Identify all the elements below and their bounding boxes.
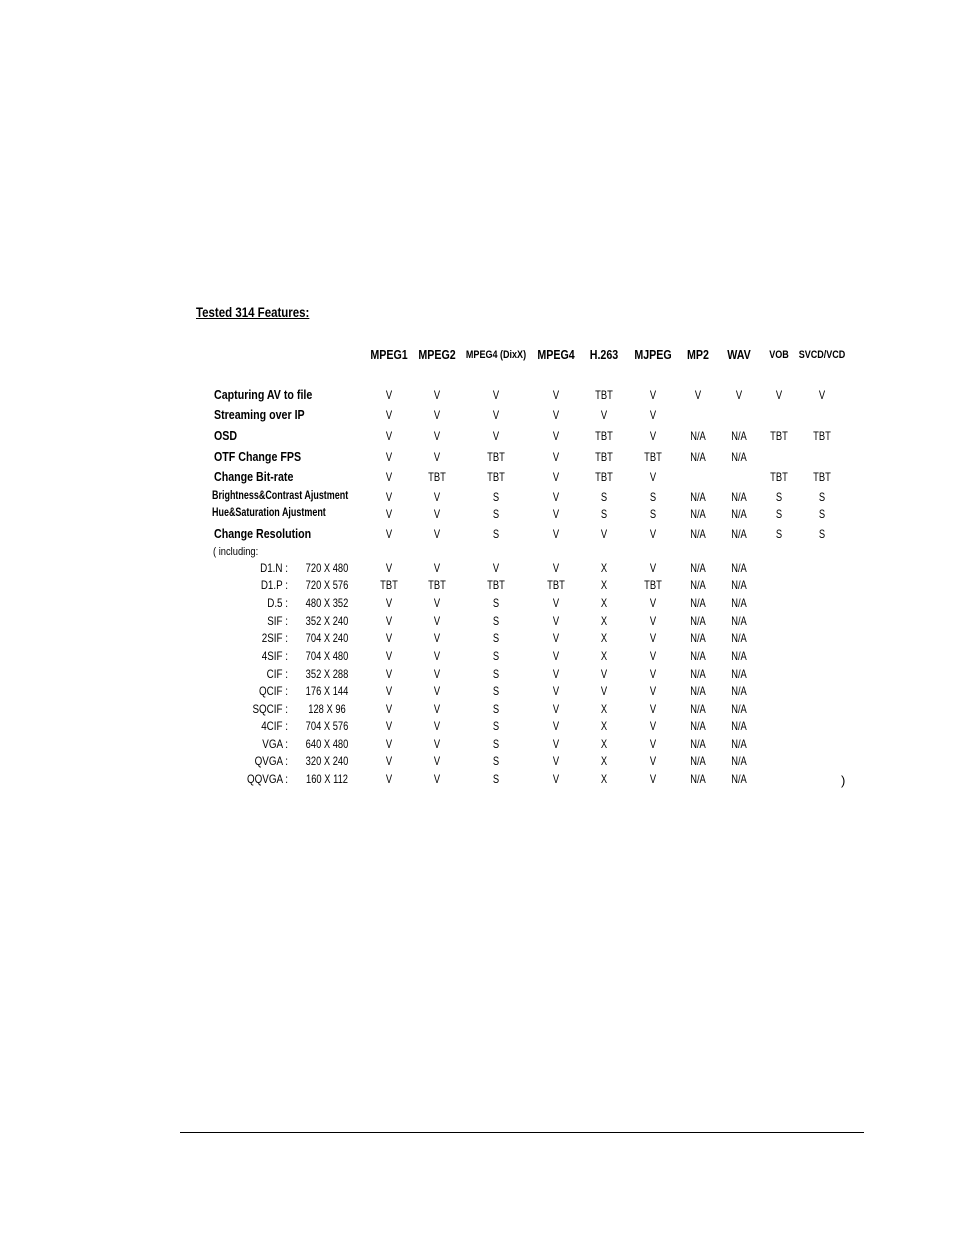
matrix-cell: N/A: [690, 596, 706, 610]
matrix-cell: V: [385, 754, 393, 768]
matrix-cell: TBT: [595, 470, 613, 484]
feature-label: OSD: [214, 428, 238, 443]
matrix-cell: V: [552, 684, 560, 698]
matrix-cell: S: [818, 490, 826, 504]
feature-label: Streaming over IP: [214, 407, 305, 422]
feature-label: OTF Change FPS: [214, 449, 302, 464]
resolution-dims: 160 X 112: [306, 772, 348, 786]
matrix-cell: V: [649, 631, 657, 645]
closing-paren: ): [841, 773, 846, 788]
matrix-cell: S: [600, 507, 608, 521]
matrix-cell: V: [552, 507, 560, 521]
resolution-dims: 640 X 480: [305, 737, 349, 751]
matrix-cell: V: [552, 429, 560, 443]
matrix-cell: TBT: [644, 578, 662, 592]
matrix-cell: N/A: [690, 684, 706, 698]
matrix-cell: N/A: [690, 737, 706, 751]
matrix-cell: V: [385, 507, 393, 521]
matrix-cell: V: [433, 684, 441, 698]
matrix-cell: V: [433, 450, 441, 464]
matrix-cell: V: [649, 388, 657, 402]
matrix-cell: N/A: [731, 702, 747, 716]
matrix-cell: S: [492, 631, 500, 645]
matrix-cell: N/A: [690, 667, 706, 681]
matrix-cell: V: [552, 649, 560, 663]
matrix-cell: N/A: [731, 772, 747, 786]
matrix-cell: V: [694, 388, 702, 402]
matrix-cell: TBT: [644, 450, 662, 464]
matrix-cell: TBT: [487, 470, 505, 484]
matrix-cell: N/A: [690, 561, 706, 575]
matrix-cell: V: [385, 408, 393, 422]
resolution-name: SQCIF :: [252, 702, 288, 716]
matrix-cell: N/A: [731, 667, 747, 681]
matrix-cell: V: [433, 490, 441, 504]
matrix-cell: V: [385, 649, 393, 663]
matrix-cell: V: [775, 388, 783, 402]
matrix-cell: V: [552, 450, 560, 464]
matrix-cell: V: [649, 527, 657, 541]
matrix-cell: N/A: [690, 614, 706, 628]
matrix-cell: X: [600, 561, 608, 575]
matrix-cell: X: [600, 772, 608, 786]
column-header: SVCD/VCD: [798, 349, 846, 361]
matrix-cell: X: [600, 754, 608, 768]
resolution-name: 4SIF :: [261, 649, 288, 663]
matrix-cell: V: [492, 429, 500, 443]
matrix-cell: TBT: [428, 470, 446, 484]
column-header: MPEG2: [418, 347, 456, 362]
matrix-cell: S: [492, 754, 500, 768]
matrix-cell: V: [600, 684, 608, 698]
resolution-name: SIF :: [267, 614, 288, 628]
matrix-cell: N/A: [731, 649, 747, 663]
matrix-cell: S: [492, 737, 500, 751]
resolution-dims: 352 X 240: [305, 614, 349, 628]
matrix-cell: S: [600, 490, 608, 504]
matrix-cell: TBT: [813, 429, 831, 443]
matrix-cell: V: [735, 388, 743, 402]
matrix-cell: S: [775, 507, 783, 521]
matrix-cell: N/A: [731, 614, 747, 628]
footer-rule: [180, 1132, 864, 1133]
matrix-cell: V: [649, 667, 657, 681]
matrix-cell: N/A: [690, 490, 706, 504]
column-header: WAV: [727, 347, 751, 362]
matrix-cell: V: [385, 388, 393, 402]
page-title: Tested 314 Features:: [196, 304, 310, 320]
matrix-cell: N/A: [731, 450, 747, 464]
matrix-cell: V: [385, 737, 393, 751]
matrix-cell: N/A: [690, 719, 706, 733]
matrix-cell: N/A: [690, 772, 706, 786]
matrix-cell: TBT: [547, 578, 565, 592]
matrix-cell: N/A: [690, 429, 706, 443]
matrix-cell: TBT: [770, 470, 788, 484]
matrix-cell: V: [385, 719, 393, 733]
matrix-cell: N/A: [690, 754, 706, 768]
matrix-cell: V: [552, 772, 560, 786]
matrix-cell: S: [492, 507, 500, 521]
matrix-cell: V: [649, 737, 657, 751]
column-header: VOB: [769, 349, 789, 361]
matrix-cell: N/A: [731, 719, 747, 733]
resolution-dims: 320 X 240: [305, 754, 349, 768]
matrix-cell: V: [385, 614, 393, 628]
matrix-cell: V: [552, 470, 560, 484]
matrix-cell: N/A: [731, 631, 747, 645]
matrix-cell: V: [649, 719, 657, 733]
matrix-cell: V: [649, 429, 657, 443]
matrix-cell: X: [600, 614, 608, 628]
matrix-cell: V: [552, 596, 560, 610]
matrix-cell: V: [552, 737, 560, 751]
matrix-cell: S: [775, 527, 783, 541]
matrix-cell: X: [600, 702, 608, 716]
matrix-cell: N/A: [731, 507, 747, 521]
matrix-cell: S: [492, 527, 500, 541]
matrix-cell: N/A: [690, 507, 706, 521]
matrix-cell: TBT: [428, 578, 446, 592]
matrix-cell: N/A: [731, 737, 747, 751]
matrix-cell: S: [492, 772, 500, 786]
matrix-cell: V: [492, 388, 500, 402]
matrix-cell: V: [385, 667, 393, 681]
matrix-cell: V: [385, 490, 393, 504]
matrix-cell: V: [818, 388, 826, 402]
matrix-cell: X: [600, 719, 608, 733]
matrix-cell: TBT: [770, 429, 788, 443]
matrix-cell: V: [492, 561, 500, 575]
resolution-name: QQVGA :: [246, 772, 288, 786]
matrix-cell: V: [649, 561, 657, 575]
matrix-cell: V: [433, 737, 441, 751]
matrix-cell: V: [385, 527, 393, 541]
feature-label: Hue&Saturation Ajustment: [212, 507, 326, 519]
feature-label: Change Resolution: [214, 526, 312, 541]
matrix-cell: V: [600, 408, 608, 422]
resolution-dims: 720 X 480: [305, 561, 349, 575]
feature-label: Change Bit-rate: [214, 469, 294, 484]
matrix-cell: N/A: [731, 754, 747, 768]
column-header: MJPEG: [634, 347, 672, 362]
matrix-cell: V: [600, 667, 608, 681]
column-header: MPEG4 (DixX): [465, 349, 527, 361]
matrix-cell: X: [600, 631, 608, 645]
matrix-cell: N/A: [731, 490, 747, 504]
matrix-cell: V: [385, 561, 393, 575]
matrix-cell: V: [385, 429, 393, 443]
matrix-cell: TBT: [487, 578, 505, 592]
matrix-cell: N/A: [690, 702, 706, 716]
matrix-cell: S: [818, 527, 826, 541]
matrix-cell: N/A: [690, 631, 706, 645]
matrix-cell: V: [433, 772, 441, 786]
matrix-cell: S: [775, 490, 783, 504]
matrix-cell: TBT: [595, 429, 613, 443]
matrix-cell: V: [552, 719, 560, 733]
matrix-cell: V: [649, 470, 657, 484]
matrix-cell: N/A: [690, 450, 706, 464]
matrix-cell: V: [552, 388, 560, 402]
matrix-cell: S: [492, 649, 500, 663]
matrix-cell: V: [649, 754, 657, 768]
matrix-cell: V: [492, 408, 500, 422]
resolution-dims: 704 X 240: [305, 631, 349, 645]
matrix-cell: N/A: [731, 561, 747, 575]
matrix-cell: TBT: [813, 470, 831, 484]
matrix-cell: S: [492, 719, 500, 733]
matrix-cell: V: [552, 408, 560, 422]
matrix-cell: V: [552, 631, 560, 645]
matrix-cell: V: [433, 507, 441, 521]
feature-label: Capturing AV to file: [214, 387, 313, 402]
matrix-cell: V: [649, 702, 657, 716]
resolution-name: D.5 :: [267, 596, 288, 610]
matrix-cell: S: [492, 614, 500, 628]
resolution-dims: 128 X 96: [308, 702, 346, 716]
matrix-cell: X: [600, 596, 608, 610]
matrix-cell: V: [552, 614, 560, 628]
matrix-cell: V: [649, 408, 657, 422]
matrix-cell: S: [492, 667, 500, 681]
matrix-cell: TBT: [595, 388, 613, 402]
matrix-cell: V: [649, 596, 657, 610]
column-header: MP2: [687, 347, 709, 362]
column-header: MPEG1: [370, 347, 408, 362]
resolution-name: 2SIF :: [261, 631, 288, 645]
matrix-cell: N/A: [690, 649, 706, 663]
matrix-cell: V: [385, 450, 393, 464]
matrix-cell: V: [385, 684, 393, 698]
resolution-dims: 704 X 480: [305, 649, 349, 663]
matrix-cell: V: [385, 772, 393, 786]
including-note: ( including:: [213, 546, 259, 558]
matrix-cell: V: [552, 490, 560, 504]
matrix-cell: S: [649, 490, 657, 504]
matrix-cell: S: [492, 702, 500, 716]
resolution-name: QCIF :: [259, 684, 288, 698]
matrix-cell: N/A: [731, 527, 747, 541]
matrix-cell: V: [385, 470, 393, 484]
matrix-cell: N/A: [731, 578, 747, 592]
matrix-cell: N/A: [731, 596, 747, 610]
resolution-dims: 720 X 576: [305, 578, 349, 592]
feature-label: Brightness&Contrast Ajustment: [212, 490, 349, 502]
matrix-cell: V: [385, 596, 393, 610]
column-header: H.263: [589, 347, 619, 362]
matrix-cell: X: [600, 737, 608, 751]
matrix-cell: S: [492, 490, 500, 504]
matrix-cell: N/A: [731, 684, 747, 698]
matrix-cell: TBT: [487, 450, 505, 464]
matrix-cell: V: [649, 649, 657, 663]
matrix-cell: V: [433, 719, 441, 733]
resolution-dims: 176 X 144: [305, 684, 349, 698]
matrix-cell: V: [433, 614, 441, 628]
matrix-cell: X: [600, 649, 608, 663]
matrix-cell: V: [433, 388, 441, 402]
matrix-cell: S: [492, 684, 500, 698]
matrix-cell: N/A: [731, 429, 747, 443]
matrix-cell: V: [385, 631, 393, 645]
matrix-cell: V: [552, 561, 560, 575]
matrix-cell: V: [433, 631, 441, 645]
matrix-cell: V: [552, 702, 560, 716]
matrix-cell: V: [433, 667, 441, 681]
matrix-cell: N/A: [690, 578, 706, 592]
matrix-cell: V: [552, 754, 560, 768]
resolution-name: VGA :: [262, 737, 288, 751]
matrix-cell: S: [818, 507, 826, 521]
column-header: MPEG4: [537, 347, 575, 362]
matrix-cell: V: [649, 614, 657, 628]
matrix-cell: X: [600, 578, 608, 592]
matrix-cell: N/A: [690, 527, 706, 541]
resolution-name: 4CIF :: [261, 719, 288, 733]
resolution-name: D1.P :: [260, 578, 288, 592]
matrix-cell: V: [649, 684, 657, 698]
resolution-name: D1.N :: [260, 561, 288, 575]
matrix-cell: V: [433, 702, 441, 716]
matrix-cell: V: [433, 596, 441, 610]
matrix-cell: V: [552, 667, 560, 681]
matrix-cell: V: [552, 527, 560, 541]
matrix-cell: V: [433, 408, 441, 422]
matrix-cell: V: [433, 561, 441, 575]
resolution-dims: 480 X 352: [305, 596, 349, 610]
resolution-name: CIF :: [266, 667, 288, 681]
matrix-cell: TBT: [380, 578, 398, 592]
matrix-cell: V: [385, 702, 393, 716]
matrix-cell: V: [433, 527, 441, 541]
matrix-cell: V: [433, 754, 441, 768]
matrix-cell: V: [649, 772, 657, 786]
resolution-dims: 704 X 576: [305, 719, 349, 733]
matrix-cell: V: [433, 649, 441, 663]
resolution-dims: 352 X 288: [305, 667, 349, 681]
matrix-cell: V: [433, 429, 441, 443]
matrix-cell: S: [492, 596, 500, 610]
matrix-cell: V: [600, 527, 608, 541]
matrix-cell: S: [649, 507, 657, 521]
resolution-name: QVGA :: [254, 754, 288, 768]
matrix-cell: TBT: [595, 450, 613, 464]
